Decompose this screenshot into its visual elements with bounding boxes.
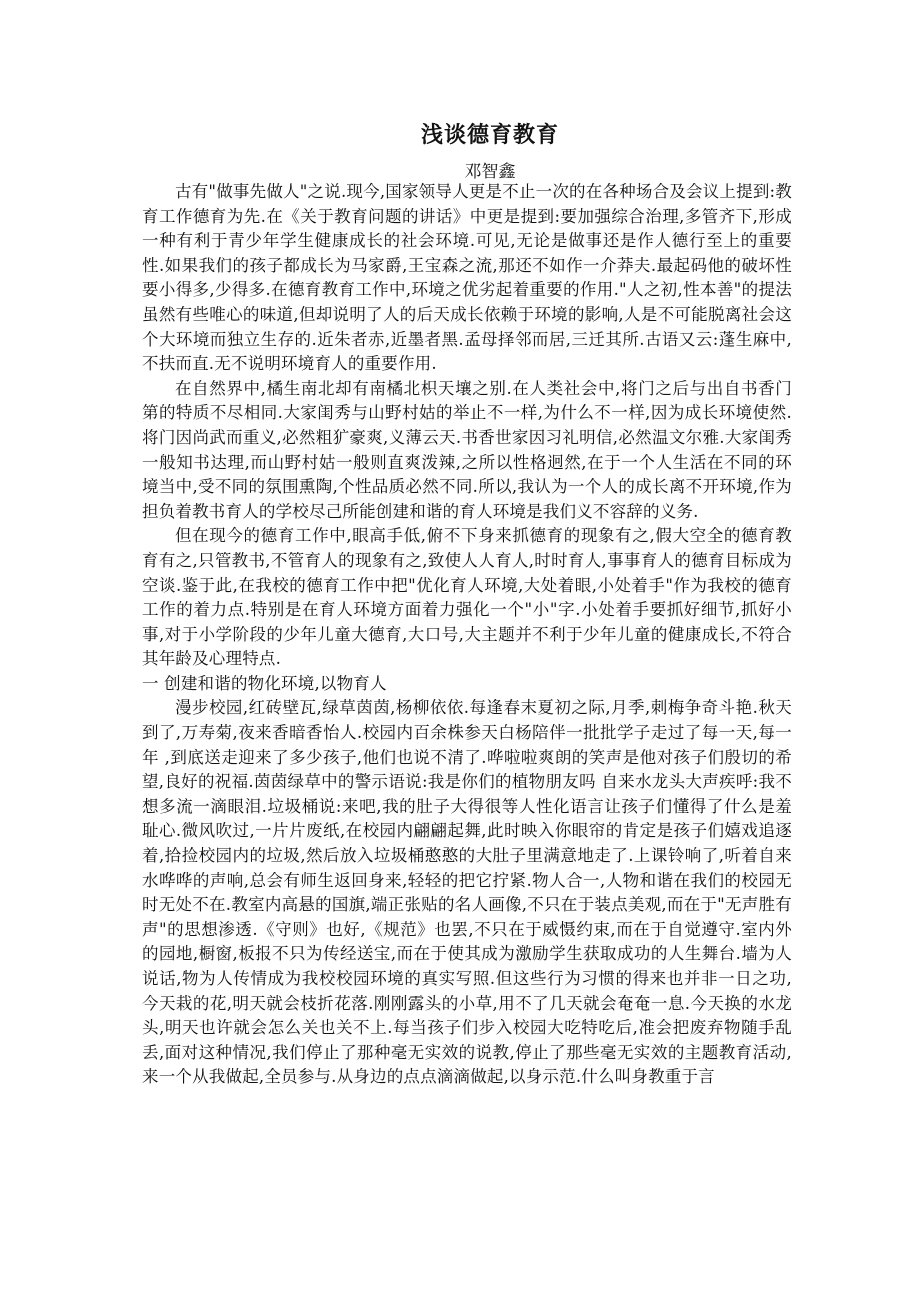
paragraph-1: 古有"做事先做人"之说.现今,国家领导人更是不止一次的在各种场合及会议上提到:教育工作德育为先.在《关于教育问题的讲话》中更是提到:要加强综合治理,多管齐下,形成一种有利于青少年学生健康成长的社会环境.可见,无论是做事还是作人德行至上的重要性.如果我们的孩子都成长为马家爵,王宝森之流,那还不如作一介莽夫.最起码他的破坏性要小得多,少得多.在德育教育工作中,环境之优劣起着重要的作用."人之初,性本善"的提法虽然有些唯心的味道,但却说明了人的后天成长依赖于环境的影响,人是不可能脱离社会这个大环境而独立生存的.近朱者赤,近墨者黑.孟母择邻而居,三迁其所.古语又云:蓬生麻中,不扶而直.无不说明环境育人的重要作用. [142,182,792,374]
document-title: 浅谈德育教育 [420,123,559,148]
document-body [142,180,792,1090]
document-author: 邓智鑫 [464,162,516,182]
paragraph-3: 但在现今的德育工作中,眼高手低,俯不下身来抓德育的现象有之,假大空全的德育教育有之,只管教书,不管育人的现象有之,致使人人育人,时时育人,事事育人的德育目标成为空谈.鉴于此,在我校的德育工作中把"优化育人环境,大处着眼,小处着手"作为我校的德育工作的着力点.特别是在育人环境方面着力强化一个"小"字.小处着手要抓好细节,抓好小事,对于小学阶段的少年儿童大德育,大口号,大主题并不利于少年儿童的健康成长,不符合其年龄及心理特点. [142,526,792,669]
section-paragraph: 漫步校园,红砖壁瓦,绿草茵茵,杨柳依依.每逢春末夏初之际,月季,刺梅争奇斗艳.秋天到了,万寿菊,夜来香暗香怡人.校园内百余株参天白杨陪伴一批批学子走过了每一天,每一年 ,到底送走迎来了多少孩子,他们也说不清了.哗啦啦爽朗的笑声是他对孩子们殷切的希望,良好的祝福.茵茵绿草中的警示语说:我是你们的植物朋友吗 自来水龙头大声疾呼:我不想多流一滴眼泪.垃圾桶说:来吧,我的肚子大得很等人性化语言让孩子们懂得了什么是羞耻心.微风吹过,一片片废纸,在校园内翩翩起舞,此时映入你眼帘的肯定是孩子们嬉戏追逐着,拾捡校园内的垃圾,然后放入垃圾桶憨憨的大肚子里满意地走了.上课铃响了,听着自来水哗哗的声响,总会有师生返回身来,轻轻的把它拧紧.物人合一,人物和谐在我们的校园无时无处不在.教室内高悬的国旗,端正张贴的名人画像,不只在于装点美观,而在于"无声胜有声"的思想渗透.《守则》也好,《规范》也罢,不只在于威慑约束,而在于自觉遵守.室内外的园地,橱窗,板报不只为传经送宝,而在于使其成为激励学生获取成功的人生舞台.墙为人说话,物为人传情成为我校校园环境的真实写照.但这些行为习惯的得来也并非一日之功,今天栽的花,明天就会枝折花落.刚刚露头的小草,用不了几天就会奄奄一息.今天换的水龙头,明天也许就会怎么关也关不上.每当孩子们步入校园大吃特吃后,准会把废弃物随手乱丢,面对这种情况,我们停止了那种毫无实效的说教,停止了那些毫无实效的主题教育活动,来一个从我做起,全员参与.从身边的点点滴滴做起,以身示范.什么叫身教重于言 [142,698,792,1087]
section-heading: 一 创建和谐的物化环境,以物育人 [142,673,387,693]
paragraph-2: 在自然界中,橘生南北却有南橘北枳天壤之别.在人类社会中,将门之后与出自书香门第的特质不尽相同.大家闺秀与山野村姑的举止不一样,为什么不一样,因为成长环境使然.将门因尚武而重义,必然粗犷豪爽,义薄云天.书香世家因习礼明信,必然温文尔雅.大家闺秀一般知书达理,而山野村姑一般则直爽泼辣,之所以性格迥然,在于一个人生活在不同的环境当中,受不同的氛围熏陶,个性品质必然不同.所以,我认为一个人的成长离不开环境,作为担负着教书育人的学校尽己所能创建和谐的育人环境是我们义不容辞的义务. [142,378,792,521]
